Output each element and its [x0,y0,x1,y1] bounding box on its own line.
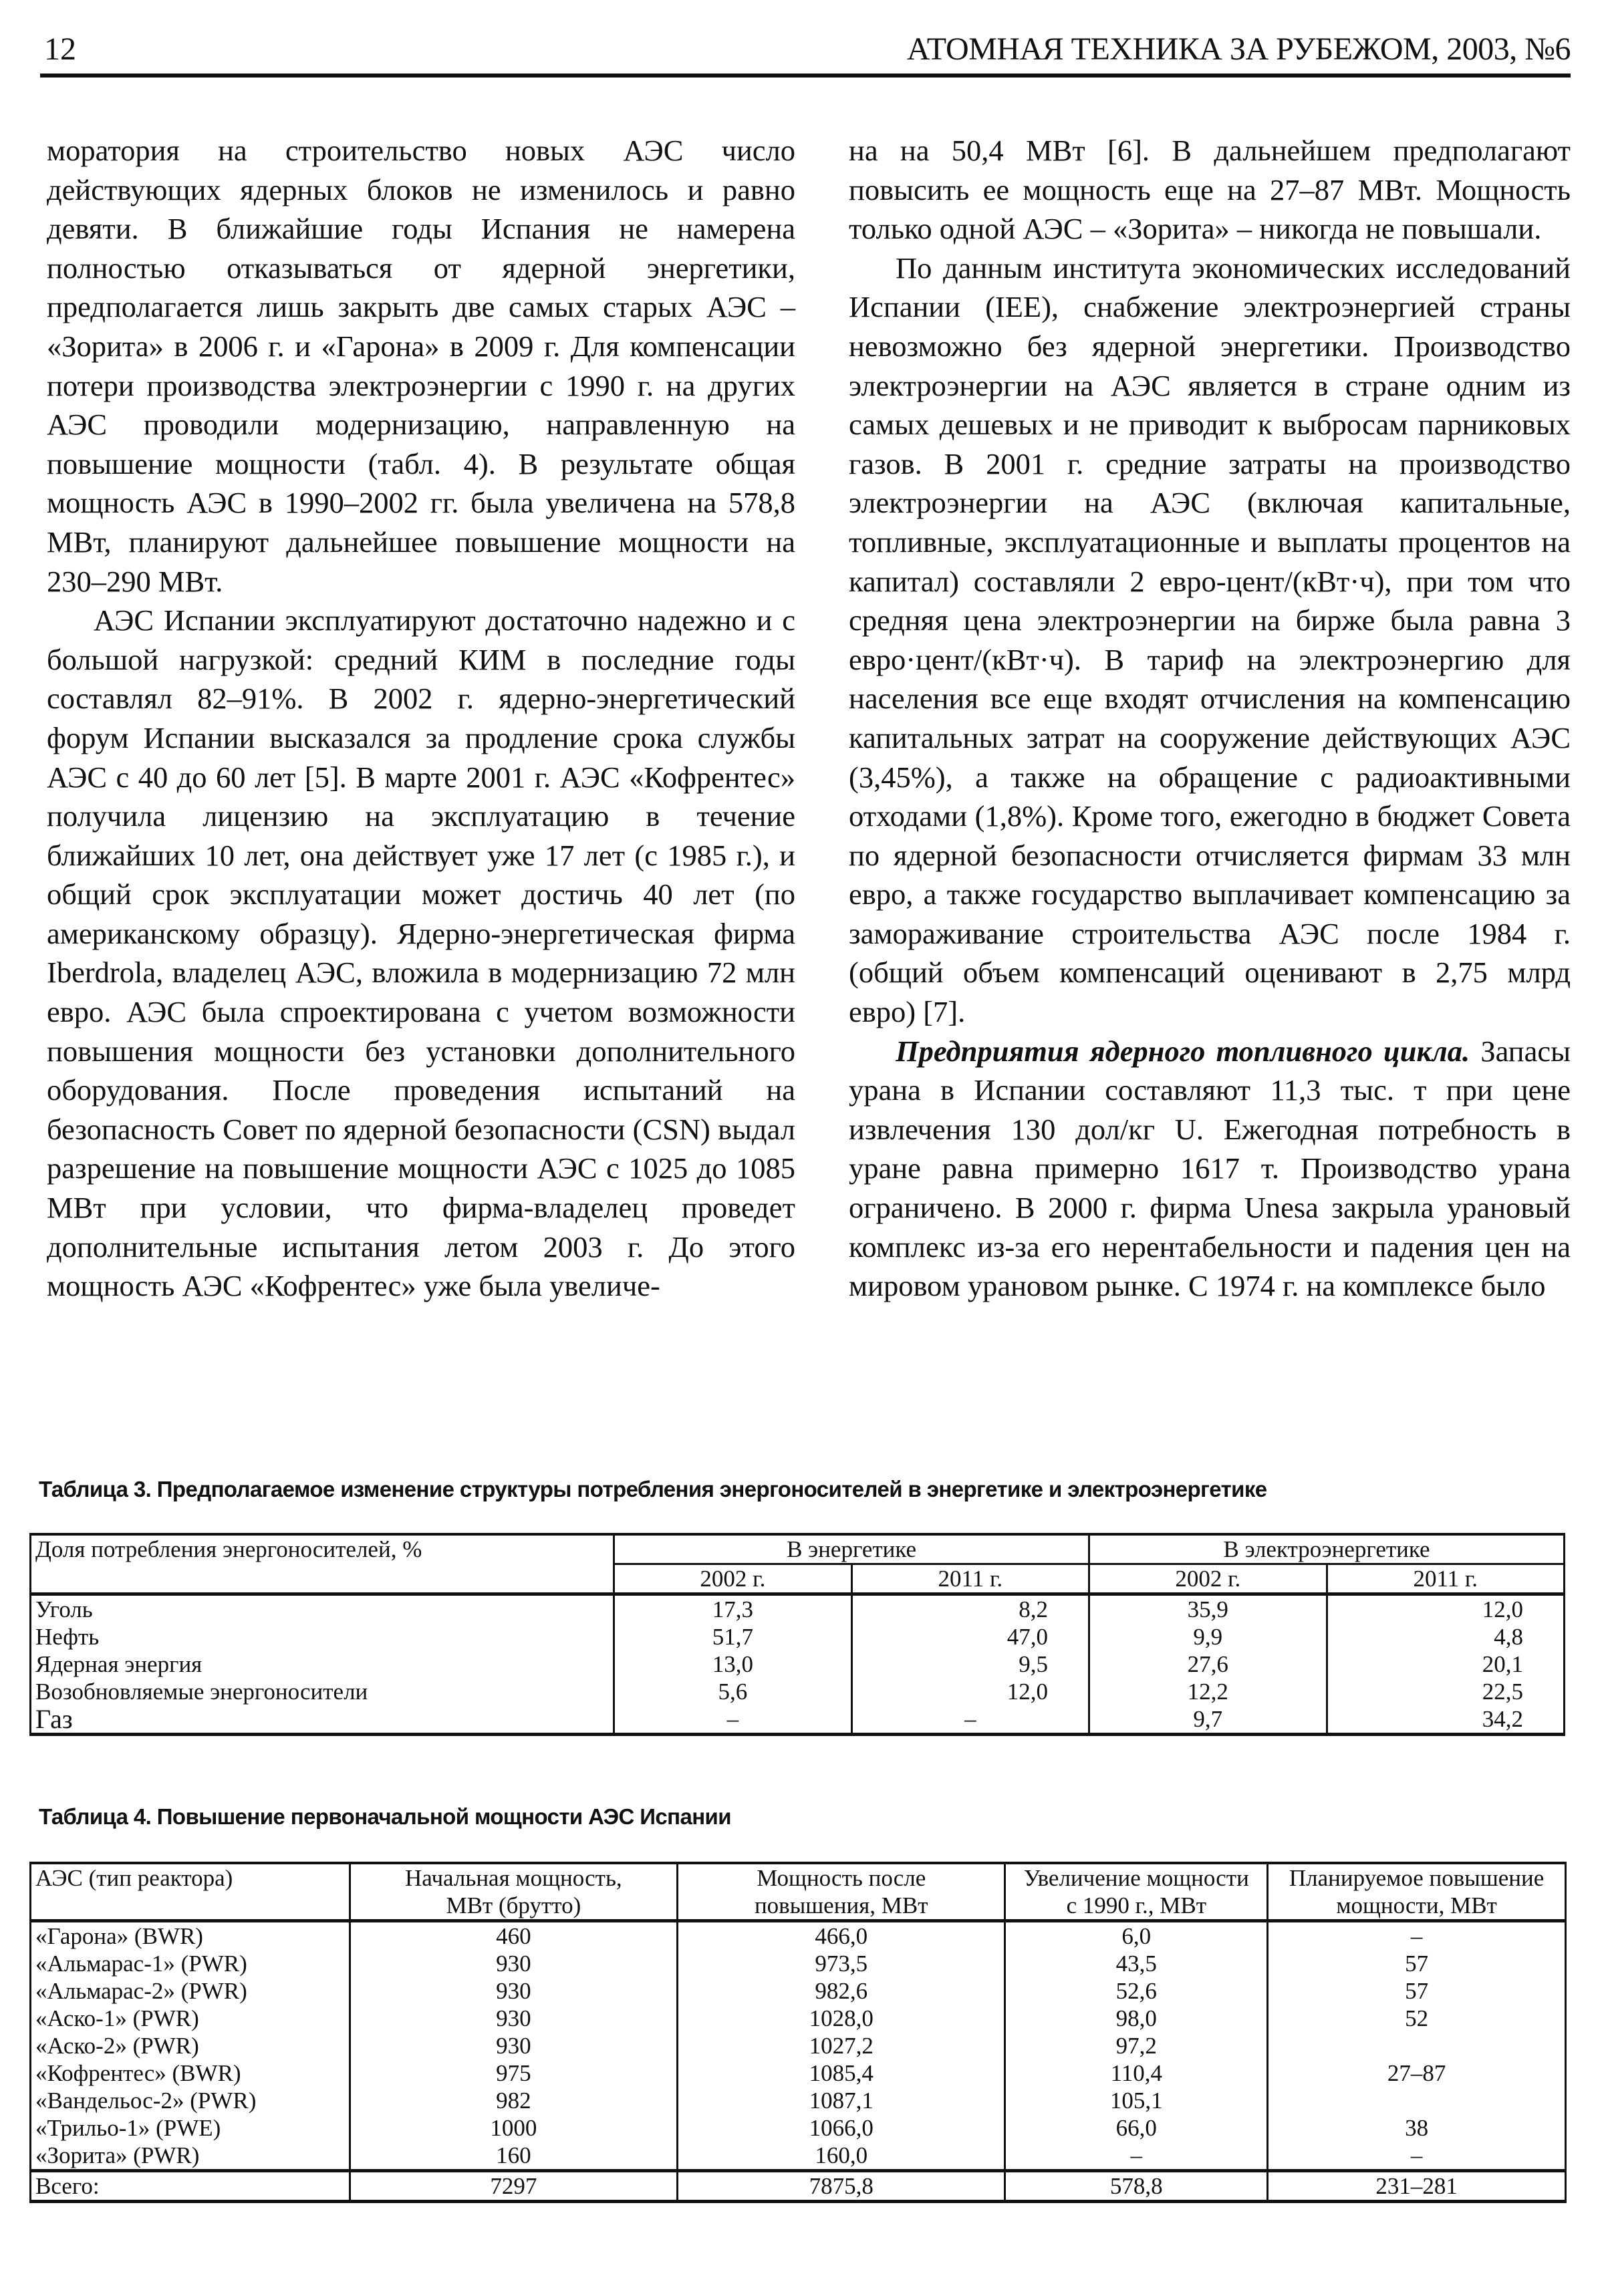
cell: 20,1 [1327,1651,1565,1678]
cell: 1028,0 [678,2005,1005,2032]
cell: 51,7 [614,1623,851,1651]
cell: 9,7 [1089,1705,1327,1735]
table-row [31,2005,1566,2032]
cell: 4,8 [1327,1623,1565,1651]
table-row [31,1977,1566,2005]
plant-name: «Гарона» (BWR) [31,1921,350,1951]
cell: 930 [350,1977,677,2005]
cell: 12,0 [851,1678,1089,1705]
cell: 8,2 [851,1594,1089,1624]
cell: 98,0 [1005,2005,1268,2032]
plant-name: «Аско-2» (PWR) [31,2032,350,2059]
total-label: Всего: [31,2171,350,2202]
table4 [29,1862,1567,2203]
row-label: Газ [31,1705,614,1735]
cell: 43,5 [1005,1950,1268,1977]
cell: 12,2 [1089,1678,1327,1705]
cell: 982 [350,2087,677,2114]
paragraph: на на 50,4 МВт [6]. В дальнейшем предполагают повысить ее мощность еще на 27–87 МВт. Мощность только одной АЭС – «Зорита» – никогда не повышали. [849,134,1571,246]
paragraph: моратория на строительство новых АЭС число действующих ядерных блоков не изменилось и равно девяти. В ближайшие годы Испания не намерена полностью отказываться от ядерной энергетики, предполагается лишь закрыть две самых старых АЭС – «Зорита» в 2006 г. и «Гарона» в 2009 г. Для компенсации потери производства электроэнергии с 1990 г. на других АЭС проводили модернизацию, направленную на повышение мощности (табл. 4). В результате общая мощность АЭС в 1990–2002 гг. была увеличена на 578,8 МВт, планируют дальнейшее повышение мощности на 230–290 МВт. [47,134,795,598]
plant-name: «Альмарас-1» (PWR) [31,1950,350,1977]
left-column [47,131,795,1306]
cell: 1085,4 [678,2059,1005,2087]
cell: 7875,8 [678,2171,1005,2202]
cell: 57 [1268,1977,1566,2005]
cell: 973,5 [678,1950,1005,1977]
cell: 930 [350,2032,677,2059]
cell: 105,1 [1005,2087,1268,2114]
table-row [31,1678,1565,1705]
page-header [39,27,1571,79]
table-row [31,2142,1566,2171]
row-label: Ядерная энергия [31,1651,614,1678]
cell: 578,8 [1005,2171,1268,2202]
cell: 27–87 [1268,2059,1566,2087]
cell: – [614,1705,851,1735]
journal-title: АТОМНАЯ ТЕХНИКА ЗА РУБЕЖОМ, 2003, №6 [906,31,1571,67]
cell: 460 [350,1921,677,1951]
cell [1268,2087,1566,2114]
cell: 17,3 [614,1594,851,1624]
table-row [31,2087,1566,2114]
cell: – [1005,2142,1268,2171]
plant-name: «Альмарас-2» (PWR) [31,1977,350,2005]
table4-header: Увеличение мощности с 1990 г., МВт [1005,1863,1268,1921]
cell: 47,0 [851,1623,1089,1651]
cell [1268,2032,1566,2059]
table-total-row [31,2171,1566,2202]
cell: 66,0 [1005,2114,1268,2142]
cell: 57 [1268,1950,1566,1977]
paragraph: По данным института экономических исследований Испании (IEE), снабжение электроэнергией страны невозможно без ядерной энергетики. Производство электроэнергии на АЭС является в стране одним из самых дешевых и не приводит к выбросам парниковых газов. В 2001 г. средние затраты на производство электроэнергии на АЭС (включая капитальные, топливные, эксплуатационные и выплаты процентов на капитал) составляли 2 евро-цент/(кВт·ч), при том что средняя цена электроэнергии на бирже была равна 3 евро·цент/(кВт·ч). В тариф на электроэнергию для населения все еще входят отчисления на компенсацию капитальных затрат на сооружение действующих АЭС (3,45%), а также на обращение с радиоактивными отходами (1,8%). Кроме того, ежегодно в бюджет Совета по ядерной безопасности отчисляется фирмам 33 млн евро, а также государство выплачивает компенсацию за замораживание строительства АЭС после 1984 г. (общий объем компенсаций оценивают в 2,75 млрд евро) [7]. [849,251,1571,1029]
paragraph [849,1032,1571,1306]
cell: 160 [350,2142,677,2171]
cell: 110,4 [1005,2059,1268,2087]
table4-header: АЭС (тип реактора) [31,1863,350,1921]
cell: – [851,1705,1089,1735]
table3-row-header: Доля потребления энергоносителей, % [31,1534,614,1594]
plant-name: «Зорита» (PWR) [31,2142,350,2171]
plant-name: «Вандельос-2» (PWR) [31,2087,350,2114]
table-row [31,1623,1565,1651]
plant-name: «Трильо-1» (PWE) [31,2114,350,2142]
cell: 1066,0 [678,2114,1005,2142]
row-label: Нефть [31,1623,614,1651]
cell: 1087,1 [678,2087,1005,2114]
table4-header: Мощность после повышения, МВт [678,1863,1005,1921]
cell: 34,2 [1327,1705,1565,1735]
cell: 52 [1268,2005,1566,2032]
cell: 22,5 [1327,1678,1565,1705]
header-rule [40,74,1571,78]
cell: 7297 [350,2171,677,2202]
plant-name: «Кофрентес» (BWR) [31,2059,350,2087]
cell: 13,0 [614,1651,851,1678]
cell: – [1268,1921,1566,1951]
page-number: 12 [44,31,76,67]
cell: 930 [350,1950,677,1977]
table3-caption: Таблица 3. Предполагаемое изменение структуры потребления энергоносителей в энергетике и электроэнергетике [39,1477,1267,1501]
table4-header: Начальная мощность, МВт (брутто) [350,1863,677,1921]
table-row [31,2059,1566,2087]
cell: 52,6 [1005,1977,1268,2005]
table-row [31,1651,1565,1678]
cell: 9,9 [1089,1623,1327,1651]
paragraph: АЭС Испании эксплуатируют достаточно надежно и с большой нагрузкой: средний КИМ в последние годы составлял 82–91%. В 2002 г. ядерно-энергетический форум Испании высказался за продление срока службы АЭС с 40 до 60 лет [5]. В марте 2001 г. АЭС «Кофрентес» получила лицензию на эксплуатацию в течение ближайших 10 лет, она действует уже 17 лет (с 1985 г.), и общий срок эксплуатации может достичь 40 лет (по американскому образцу). Ядерно-энергетическая фирма Iberdrola, владелец АЭС, вложила в модернизацию 72 млн евро. АЭС была спроектирована с учетом возможности повышения мощности без установки дополнительного оборудования. После проведения испытаний на безопасность Совет по ядерной безопасности (CSN) выдал разрешение на повышение мощности АЭС с 1025 до 1085 МВт при условии, что фирма-владелец проведет дополнительные испытания летом 2003 г. До этого мощность АЭС «Кофрентес» уже была увеличе- [47,603,795,1303]
table3-year: 2011 г. [851,1564,1089,1594]
table-row [31,1594,1565,1624]
cell: 1000 [350,2114,677,2142]
cell: 5,6 [614,1678,851,1705]
table3-year: 2011 г. [1327,1564,1565,1594]
table4-header: Планируемое повышение мощности, МВт [1268,1863,1566,1921]
row-label: Возобновляемые энергоносители [31,1678,614,1705]
cell: 9,5 [851,1651,1089,1678]
cell: 466,0 [678,1921,1005,1951]
cell: – [1268,2142,1566,2171]
cell: 231–281 [1268,2171,1566,2202]
table3-group-energy: В энергетике [614,1534,1089,1564]
right-column [849,131,1571,1306]
cell: 930 [350,2005,677,2032]
paragraph-text: Запасы урана в Испании составляют 11,3 тыс. т при цене извлечения 130 дол/кг U. Ежегодная потребность в уране равна примерно 1617 т. Производство урана ограничено. В 2000 г. фирма Unesa закрыла урановый комплекс из-за его нерентабельности и падения цен на мировом урановом рынке. С 1974 г. на комплексе было [849,1034,1571,1303]
cell: 975 [350,2059,677,2087]
table4-caption: Таблица 4. Повышение первоначальной мощности АЭС Испании [39,1804,731,1829]
table-row [31,2032,1566,2059]
section-heading: Предприятия ядерного топливного цикла. [896,1034,1470,1068]
cell: 12,0 [1327,1594,1565,1624]
table-row [31,2114,1566,2142]
cell: 97,2 [1005,2032,1268,2059]
cell: 1027,2 [678,2032,1005,2059]
plant-name: «Аско-1» (PWR) [31,2005,350,2032]
table3-group-electricity: В электроэнергетике [1089,1534,1565,1564]
table-row [31,1950,1566,1977]
cell: 27,6 [1089,1651,1327,1678]
table3-year: 2002 г. [1089,1564,1327,1594]
cell: 38 [1268,2114,1566,2142]
cell: 160,0 [678,2142,1005,2171]
table-row [31,1921,1566,1951]
row-label: Уголь [31,1594,614,1624]
cell: 35,9 [1089,1594,1327,1624]
cell: 6,0 [1005,1921,1268,1951]
table-row [31,1705,1565,1735]
cell: 982,6 [678,1977,1005,2005]
table3 [29,1533,1565,1736]
table3-year: 2002 г. [614,1564,851,1594]
